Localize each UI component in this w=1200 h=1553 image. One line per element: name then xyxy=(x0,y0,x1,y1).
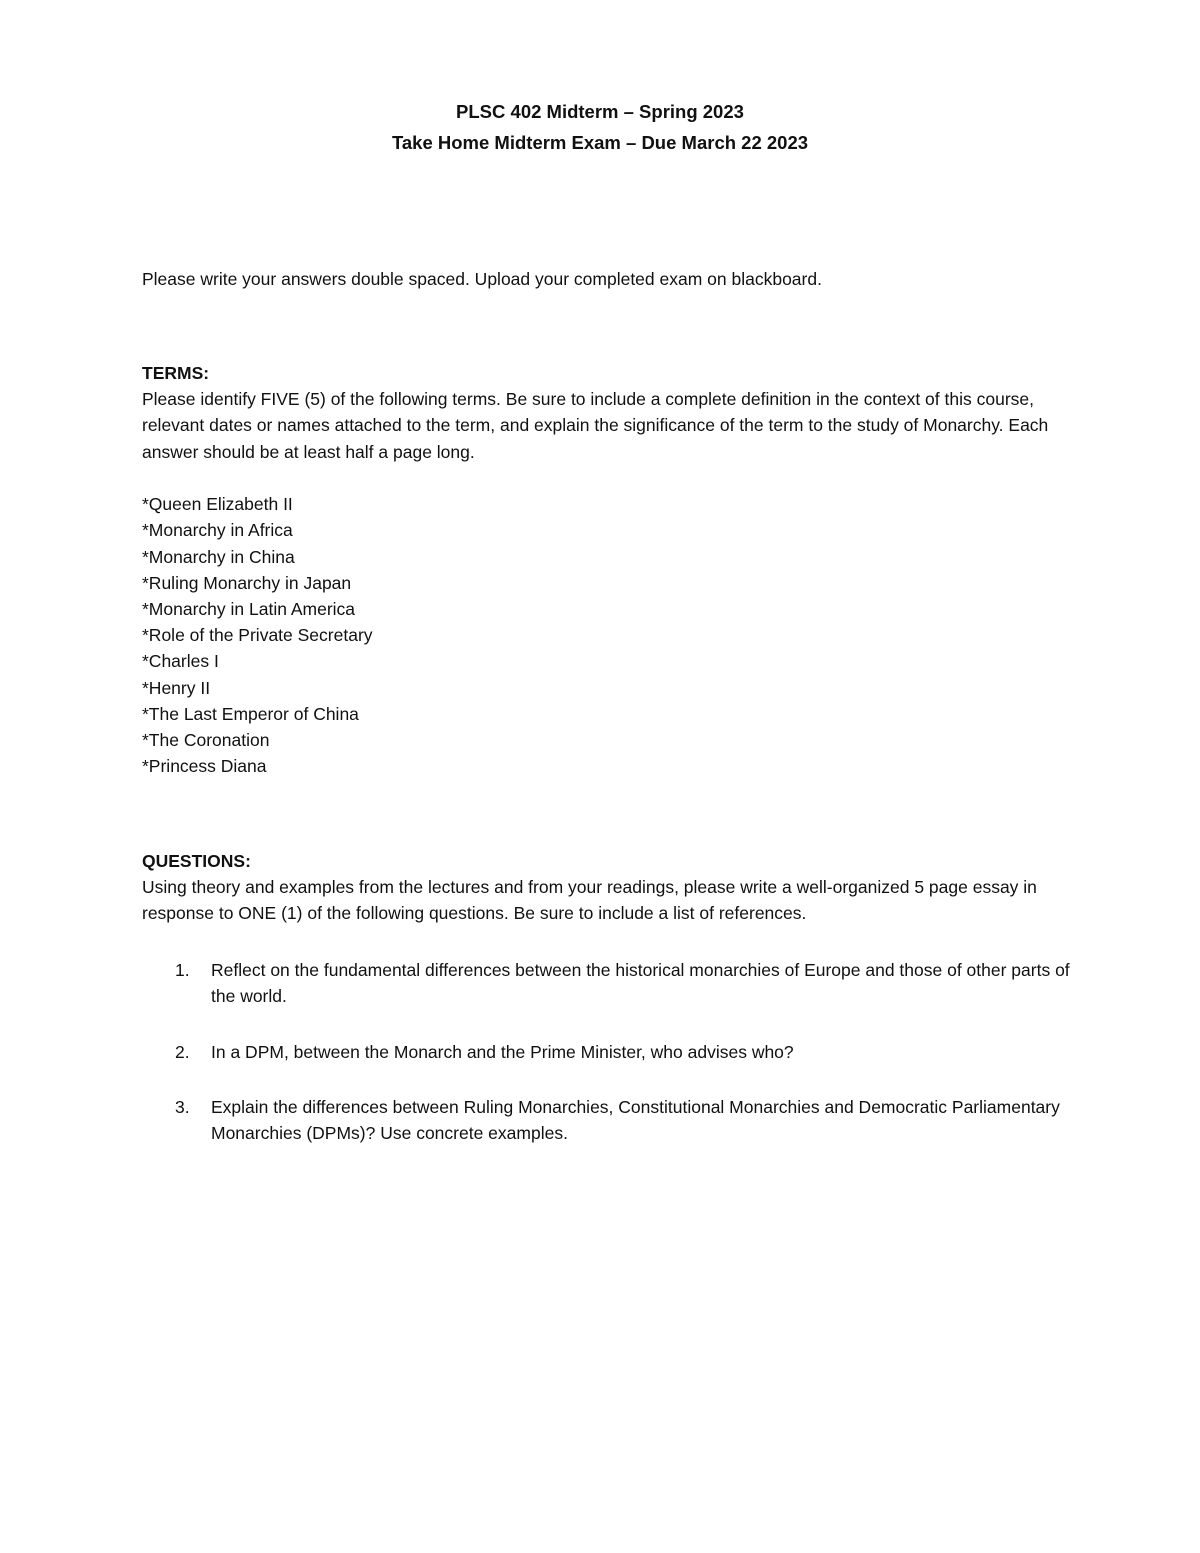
term-item: *Monarchy in Africa xyxy=(142,520,293,541)
term-item: *Charles I xyxy=(142,651,219,672)
question-number: 3. xyxy=(175,1097,190,1118)
questions-section xyxy=(142,848,1070,1176)
terms-list xyxy=(142,491,1062,779)
term-item: *Role of the Private Secretary xyxy=(142,625,373,646)
terms-heading: TERMS: xyxy=(142,363,210,383)
question-text: In a DPM, between the Monarch and the Prime Minister, who advises who? xyxy=(211,1041,794,1062)
exam-subtitle: Take Home Midterm Exam – Due March 22 2023 xyxy=(391,132,809,153)
term-item: *Queen Elizabeth II xyxy=(142,494,293,515)
questions-heading: QUESTIONS: xyxy=(142,851,251,871)
question-item xyxy=(142,1039,1071,1065)
question-text: Reflect on the fundamental differences between the historical monarchies of Europe and those of other parts of the world. xyxy=(211,959,1070,1007)
general-instructions: Please write your answers double spaced. Upload your completed exam on blackboard. xyxy=(142,269,822,289)
terms-instructions: Please identify FIVE (5) of the following terms. Be sure to include a complete definition in the context of this course, relevant dates or names attached to the term, and explain the significance of the term to the study of Monarchy. Each answer should be at least half a page long. xyxy=(142,389,1049,462)
term-item: *The Last Emperor of China xyxy=(142,703,359,724)
term-item: *Princess Diana xyxy=(142,756,267,777)
term-item: *Henry II xyxy=(142,677,211,698)
question-item xyxy=(142,957,1071,1010)
question-number: 1. xyxy=(175,959,190,980)
question-text: Explain the differences between Ruling Monarchies, Constitutional Monarchies and Democratic Parliamentary Monarchies (DPMs)? Use concrete examples. xyxy=(211,1097,1060,1144)
question-item xyxy=(142,1094,1071,1147)
exam-title: PLSC 402 Midterm – Spring 2023 xyxy=(456,101,744,122)
terms-section xyxy=(142,360,1062,779)
title-block xyxy=(0,96,1200,158)
term-item: *The Coronation xyxy=(142,730,270,751)
questions-list xyxy=(142,957,1070,1147)
term-item: *Ruling Monarchy in Japan xyxy=(142,572,352,593)
questions-instructions: Using theory and examples from the lectures and from your readings, please write a well-organized 5 page essay in response to ONE (1) of the following questions. Be sure to include a list of references. xyxy=(142,877,1037,924)
term-item: *Monarchy in Latin America xyxy=(142,599,356,620)
question-number: 2. xyxy=(175,1041,190,1062)
term-item: *Monarchy in China xyxy=(142,546,295,567)
